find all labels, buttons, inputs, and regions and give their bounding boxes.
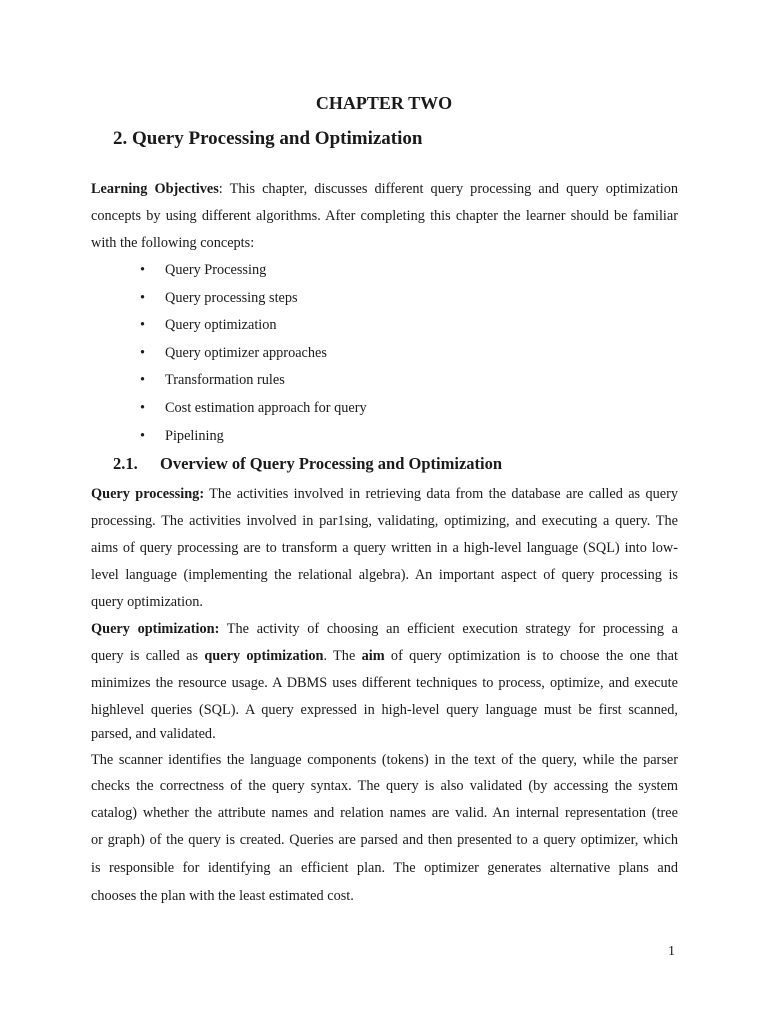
bullet-label: Pipelining bbox=[165, 428, 224, 444]
bullet-label: Query processing steps bbox=[165, 290, 298, 306]
paragraph-line bbox=[91, 647, 678, 665]
text-run: with the following concepts: bbox=[91, 235, 255, 251]
paragraph-line bbox=[91, 512, 678, 530]
bullet-item bbox=[140, 344, 327, 362]
text-run: processing. The activities involved in par1sing, validating, optimizing, and executing a query. The bbox=[91, 513, 678, 529]
bullet-label: Transformation rules bbox=[165, 372, 285, 388]
bullet-icon: • bbox=[140, 262, 146, 278]
bullet-icon: • bbox=[140, 290, 146, 306]
bullet-label: Query Processing bbox=[165, 262, 267, 278]
bullet-item bbox=[140, 261, 266, 279]
text-run: level language (implementing the relational algebra). An important aspect of query processing is bbox=[91, 567, 678, 583]
paragraph-line bbox=[91, 859, 678, 877]
text-run: of query optimization is to choose the one that bbox=[384, 648, 678, 664]
text-run: The scanner identifies the language components (tokens) in the text of the query, while the parser bbox=[91, 752, 678, 768]
bullet-item bbox=[140, 316, 277, 334]
text-run: concepts by using different algorithms. After completing this chapter the learner should be familiar bbox=[91, 208, 678, 224]
text-run: : This chapter, discusses different query processing and query optimization bbox=[218, 181, 678, 197]
section-title: Query Processing and Optimization bbox=[132, 128, 423, 149]
bold-text: Query optimization: bbox=[91, 621, 220, 637]
page-number: 1 bbox=[668, 944, 675, 959]
paragraph-line bbox=[91, 485, 678, 503]
paragraph-line bbox=[91, 777, 678, 795]
bullet-label: Query optimization bbox=[165, 317, 277, 333]
text-run: chooses the plan with the least estimated cost. bbox=[91, 888, 354, 904]
text-run: query is called as bbox=[91, 648, 205, 664]
text-run: or graph) of the query is created. Queries are parsed and then presented to a query optimizer, which bbox=[91, 832, 678, 848]
paragraph-line bbox=[91, 804, 678, 822]
section-number: 2. bbox=[113, 128, 128, 149]
bullet-icon: • bbox=[140, 428, 146, 444]
bullet-item bbox=[140, 427, 224, 445]
paragraph-line bbox=[91, 620, 678, 638]
bullet-item bbox=[140, 289, 298, 307]
learning-objectives-line bbox=[91, 234, 678, 252]
paragraph-line bbox=[91, 701, 678, 719]
bullet-icon: • bbox=[140, 317, 146, 333]
chapter-title: CHAPTER TWO bbox=[315, 93, 453, 113]
bold-text: query optimization bbox=[204, 648, 324, 664]
text-run: query optimization. bbox=[91, 594, 203, 610]
bullet-item bbox=[140, 399, 367, 417]
subsection-number: 2.1. bbox=[113, 454, 138, 473]
bold-text: aim bbox=[361, 648, 385, 664]
text-run: aims of query processing are to transform a query written in a high-level language (SQL) into low- bbox=[91, 540, 678, 556]
bullet-item bbox=[140, 371, 285, 389]
text-run: parsed, and validated. bbox=[91, 726, 216, 742]
learning-objectives-line bbox=[91, 207, 678, 225]
bullet-icon: • bbox=[140, 372, 146, 388]
bold-text: Query processing: bbox=[91, 486, 205, 502]
subsection-heading bbox=[113, 454, 502, 474]
text-run: is responsible for identifying an efficient plan. The optimizer generates alternative plans and bbox=[91, 860, 678, 876]
paragraph-line bbox=[91, 831, 678, 849]
text-run: minimizes the resource usage. A DBMS uses different techniques to process, optimize, and execute bbox=[91, 675, 678, 691]
learning-objectives-line bbox=[91, 180, 678, 198]
paragraph-line bbox=[91, 887, 678, 905]
text-run: checks the correctness of the query syntax. The query is also validated (by accessing the system bbox=[91, 778, 678, 794]
bullet-icon: • bbox=[140, 345, 146, 361]
text-run: highlevel queries (SQL). A query expressed in high-level query language must be first scanned, bbox=[91, 702, 678, 718]
bullet-label: Query optimizer approaches bbox=[165, 345, 327, 361]
bullet-icon: • bbox=[140, 400, 146, 416]
subsection-title: Overview of Query Processing and Optimization bbox=[160, 454, 503, 473]
paragraph-line bbox=[91, 674, 678, 692]
text-run: catalog) whether the attribute names and relation names are valid. An internal representation (tree bbox=[91, 805, 678, 821]
paragraph-line bbox=[91, 725, 678, 743]
text-run: The activity of choosing an efficient execution strategy for processing a bbox=[219, 621, 678, 637]
paragraph-line bbox=[91, 593, 678, 611]
paragraph-line bbox=[91, 566, 678, 584]
section-heading bbox=[113, 128, 422, 150]
paragraph-line bbox=[91, 751, 678, 769]
bullet-label: Cost estimation approach for query bbox=[165, 400, 367, 416]
paragraph-line bbox=[91, 539, 678, 557]
bold-text: Learning Objectives bbox=[91, 181, 219, 197]
text-run: The activities involved in retrieving data from the database are called as query bbox=[204, 486, 679, 502]
text-run: . The bbox=[323, 648, 362, 664]
